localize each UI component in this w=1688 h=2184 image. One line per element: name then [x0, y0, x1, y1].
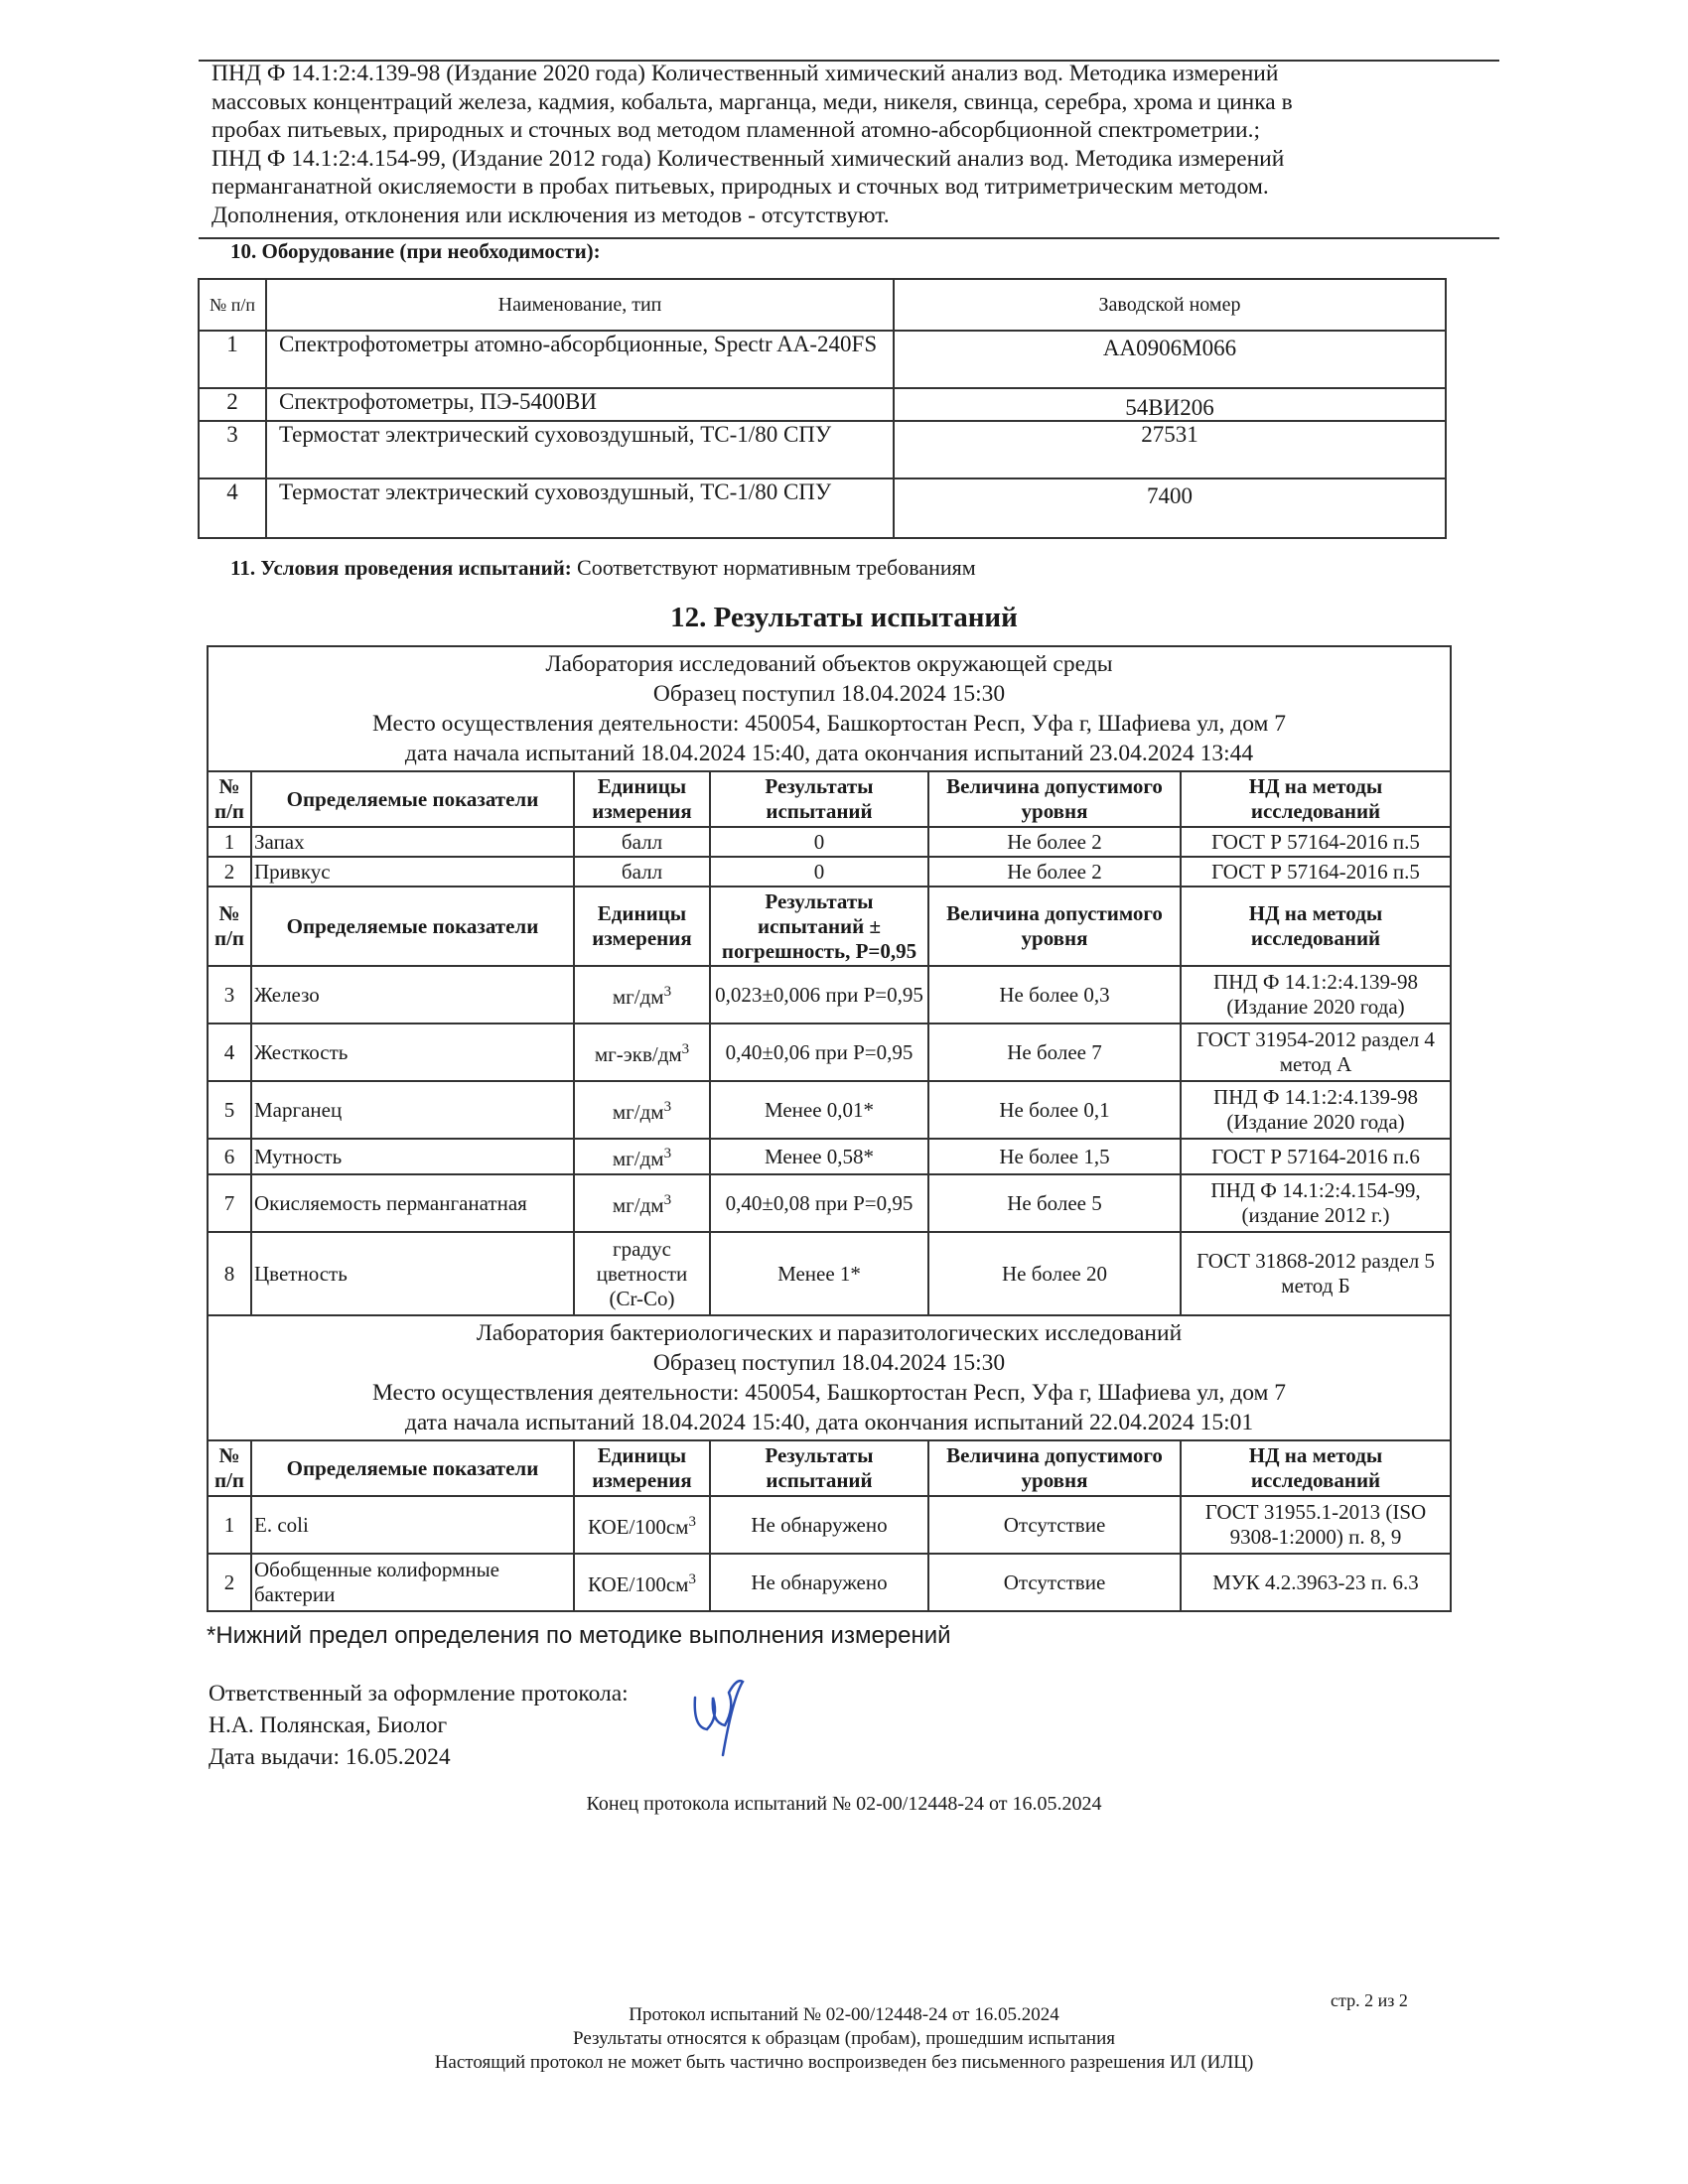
row-number: 8: [208, 1232, 251, 1315]
col-header-number: № п/п: [208, 1440, 251, 1496]
row-number: 4: [199, 478, 266, 538]
table-row: [208, 827, 1451, 857]
col-header-unit: Единицы измерения: [574, 771, 710, 827]
methods-line: массовых концентраций железа, кадмия, кобальта, марганца, меди, никеля, свинца, серебра, хрома и цинка в: [211, 88, 1293, 115]
footer-line: Протокол испытаний № 02-00/12448-24 от 16.05.2024: [629, 2004, 1059, 2025]
unit: градус цветности (Cr-Co): [574, 1232, 710, 1315]
row-number: 2: [208, 1554, 251, 1611]
indicator-name: Запах: [251, 827, 574, 857]
unit: [574, 1554, 710, 1611]
superscript: 3: [681, 1041, 690, 1057]
indicator-name: Жесткость: [251, 1024, 574, 1081]
equipment-title: 10. Оборудование (при необходимости):: [230, 239, 601, 263]
row-number: 7: [208, 1174, 251, 1232]
table-row: [208, 1554, 1451, 1611]
method: ПНД Ф 14.1:2:4.154-99, (издание 2012 г.): [1181, 1174, 1451, 1232]
method: МУК 4.2.3963-23 п. 6.3: [1181, 1554, 1451, 1611]
result: 0,023±0,006 при Р=0,95: [710, 966, 928, 1024]
method: ГОСТ Р 57164-2016 п.6: [1181, 1139, 1451, 1174]
indicator-name: Привкус: [251, 857, 574, 887]
equipment-name: Спектрофотометры атомно-абсорбционные, Spectr AA-240FS: [266, 331, 894, 388]
equipment-name: Термостат электрический суховоздушный, ТС-1/80 СПУ: [266, 478, 894, 538]
method: ГОСТ Р 57164-2016 п.5: [1181, 827, 1451, 857]
col-header-indicator: Определяемые показатели: [251, 771, 574, 827]
row-number: 6: [208, 1139, 251, 1174]
responsible-person: Н.А. Полянская, Биолог: [209, 1712, 448, 1738]
sample-received: Образец поступил 18.04.2024 15:30: [652, 681, 1006, 707]
results-title: 12. Результаты испытаний: [670, 602, 1018, 633]
serial-number: 7400: [894, 478, 1446, 538]
activity-location: Место осуществления деятельности: 450054, Башкортостан Респ, Уфа г, Шафиева ул, дом 7: [371, 711, 1287, 737]
limit: Не более 0,3: [928, 966, 1181, 1024]
methods-text: [211, 60, 1502, 229]
unit: [574, 1081, 710, 1139]
indicator-name: E. coli: [251, 1496, 574, 1554]
indicator-name: Железо: [251, 966, 574, 1024]
row-number: 3: [208, 966, 251, 1024]
methods-line: перманганатной окисляемости в пробах питьевых, природных и сточных вод титриметрическим методом.: [211, 174, 1269, 200]
method: ГОСТ 31954-2012 раздел 4 метод А: [1181, 1024, 1451, 1081]
superscript: 3: [663, 984, 672, 1000]
results-table: [207, 645, 1452, 1612]
col-header-number: № п/п: [208, 771, 251, 827]
col-header-method: НД на методы исследований: [1181, 1440, 1451, 1496]
col-header-number: № п/п: [208, 887, 251, 966]
indicator-name: Окисляемость перманганатная: [251, 1174, 574, 1232]
unit: балл: [574, 827, 710, 857]
table-row: [208, 1024, 1451, 1081]
result: Менее 0,58*: [710, 1139, 928, 1174]
col-header-serial: Заводской номер: [894, 279, 1446, 331]
row-number: 1: [199, 331, 266, 388]
methods-line: Дополнения, отклонения или исключения из методов - отсутствуют.: [211, 202, 890, 228]
unit-text: КОЕ/100см: [588, 1515, 689, 1539]
superscript: 3: [688, 1514, 696, 1530]
row-number: 5: [208, 1081, 251, 1139]
method: ПНД Ф 14.1:2:4.139-98 (Издание 2020 года): [1181, 1081, 1451, 1139]
result: 0,40±0,08 при Р=0,95: [710, 1174, 928, 1232]
table-row: [199, 331, 1446, 388]
method: ПНД Ф 14.1:2:4.139-98 (Издание 2020 года): [1181, 966, 1451, 1024]
end-of-protocol: Конец протокола испытаний № 02-00/12448-24 от 16.05.2024: [586, 1793, 1102, 1815]
sample-received: Образец поступил 18.04.2024 15:30: [652, 1350, 1006, 1376]
col-header-result: Результаты испытаний: [710, 1440, 928, 1496]
table-row: [208, 1139, 1451, 1174]
methods-line: ПНД Ф 14.1:2:4.139-98 (Издание 2020 года) Количественный химический анализ вод. Методика измерений: [211, 61, 1279, 86]
limit: Не более 5: [928, 1174, 1181, 1232]
unit: [574, 1174, 710, 1232]
unit-text: мг/дм: [612, 1147, 664, 1170]
test-dates: дата начала испытаний 18.04.2024 15:40, дата окончания испытаний 22.04.2024 15:01: [404, 1410, 1254, 1435]
table-row: [199, 388, 1446, 421]
lab2-header: [208, 1315, 1451, 1440]
result: Не обнаружено: [710, 1554, 928, 1611]
result: 0: [710, 827, 928, 857]
unit: [574, 1024, 710, 1081]
unit-text: КОЕ/100см: [588, 1572, 689, 1596]
page-footer: [0, 2003, 1688, 2075]
row-number: 4: [208, 1024, 251, 1081]
table-row: [208, 1496, 1451, 1554]
conditions-label: 11. Условия проведения испытаний:: [230, 556, 572, 580]
superscript: 3: [663, 1099, 672, 1115]
limit: Не более 2: [928, 857, 1181, 887]
limit: Не более 1,5: [928, 1139, 1181, 1174]
footer-line: Настоящий протокол не может быть частично воспроизведен без письменного разрешения ИЛ (ИЛЦ): [434, 2052, 1254, 2073]
lab-name: Лаборатория исследований объектов окружающей среды: [545, 651, 1113, 677]
table-row: [208, 1174, 1451, 1232]
result: Не обнаружено: [710, 1496, 928, 1554]
method: ГОСТ Р 57164-2016 п.5: [1181, 857, 1451, 887]
limit: Отсутствие: [928, 1554, 1181, 1611]
col-header-number: № п/п: [199, 279, 266, 331]
issue-date: Дата выдачи: 16.05.2024: [209, 1744, 451, 1770]
limit: Не более 2: [928, 827, 1181, 857]
result: Менее 1*: [710, 1232, 928, 1315]
col-header-unit: Единицы измерения: [574, 1440, 710, 1496]
col-header-limit: Величина допустимого уровня: [928, 1440, 1181, 1496]
equipment-name: Термостат электрический суховоздушный, ТС-1/80 СПУ: [266, 421, 894, 478]
lab-name: Лаборатория бактериологических и паразитологических исследований: [476, 1320, 1183, 1346]
result: 0: [710, 857, 928, 887]
indicator-name: Цветность: [251, 1232, 574, 1315]
unit-text: мг-экв/дм: [594, 1042, 682, 1066]
result: Менее 0,01*: [710, 1081, 928, 1139]
table-row: [208, 1232, 1451, 1315]
serial-number: 54ВИ206: [894, 388, 1446, 421]
row-number: 2: [199, 388, 266, 421]
limit: Не более 7: [928, 1024, 1181, 1081]
page-number: стр. 2 из 2: [1331, 1990, 1408, 2010]
indicator-name: Мутность: [251, 1139, 574, 1174]
unit: [574, 1496, 710, 1554]
conditions-value: Соответствуют нормативным требованиям: [577, 555, 976, 580]
test-dates: дата начала испытаний 18.04.2024 15:40, дата окончания испытаний 23.04.2024 13:44: [404, 741, 1254, 766]
serial-number: 27531: [894, 421, 1446, 478]
table-row: [208, 857, 1451, 887]
method: ГОСТ 31955.1-2013 (ISO 9308-1:2000) п. 8, 9: [1181, 1496, 1451, 1554]
row-number: 1: [208, 827, 251, 857]
responsible-label: Ответственный за оформление протокола:: [209, 1681, 629, 1706]
indicator-name: Обобщенные колиформные бактерии: [251, 1554, 574, 1611]
col-header-result: Результаты испытаний ± погрешность, Р=0,95: [710, 887, 928, 966]
unit-text: мг/дм: [612, 1100, 664, 1124]
equipment-table: [198, 278, 1447, 539]
table-row: [208, 1081, 1451, 1139]
col-header-method: НД на методы исследований: [1181, 771, 1451, 827]
equipment-name: Спектрофотометры, ПЭ-5400ВИ: [266, 388, 894, 421]
indicator-name: Марганец: [251, 1081, 574, 1139]
superscript: 3: [663, 1146, 672, 1161]
col-header-result: Результаты испытаний: [710, 771, 928, 827]
lab1-header: [208, 646, 1451, 771]
col-header-indicator: Определяемые показатели: [251, 887, 574, 966]
activity-location: Место осуществления деятельности: 450054, Башкортостан Респ, Уфа г, Шафиева ул, дом 7: [371, 1380, 1287, 1406]
col-header-indicator: Определяемые показатели: [251, 1440, 574, 1496]
table-row: [199, 478, 1446, 538]
signature: [685, 1668, 755, 1757]
col-header-limit: Величина допустимого уровня: [928, 771, 1181, 827]
methods-line: ПНД Ф 14.1:2:4.154-99, (Издание 2012 года) Количественный химический анализ вод. Методика измерений: [211, 145, 1285, 172]
result: 0,40±0,06 при Р=0,95: [710, 1024, 928, 1081]
row-number: 3: [199, 421, 266, 478]
col-header-method: НД на методы исследований: [1181, 887, 1451, 966]
col-header-unit: Единицы измерения: [574, 887, 710, 966]
col-header-limit: Величина допустимого уровня: [928, 887, 1181, 966]
footer-line: Результаты относятся к образцам (пробам), прошедшим испытания: [573, 2028, 1115, 2049]
col-header-name: Наименование, тип: [266, 279, 894, 331]
method: ГОСТ 31868-2012 раздел 5 метод Б: [1181, 1232, 1451, 1315]
unit-text: мг/дм: [612, 985, 664, 1009]
unit-text: мг/дм: [612, 1193, 664, 1217]
serial-number: АА0906М066: [894, 331, 1446, 388]
footnote: *Нижний предел определения по методике выполнения измерений: [207, 1622, 951, 1649]
table-row: [199, 421, 1446, 478]
row-number: 1: [208, 1496, 251, 1554]
unit: [574, 1139, 710, 1174]
row-number: 2: [208, 857, 251, 887]
superscript: 3: [688, 1571, 696, 1587]
limit: Не более 20: [928, 1232, 1181, 1315]
limit: Не более 0,1: [928, 1081, 1181, 1139]
unit: балл: [574, 857, 710, 887]
responsible-block: [209, 1678, 629, 1773]
superscript: 3: [663, 1192, 672, 1208]
limit: Отсутствие: [928, 1496, 1181, 1554]
methods-line: пробах питьевых, природных и сточных вод методом пламенной атомно-абсорбционной спектрометрии.;: [211, 117, 1261, 143]
unit: [574, 966, 710, 1024]
conditions-line: [230, 555, 976, 581]
table-row: [208, 966, 1451, 1024]
